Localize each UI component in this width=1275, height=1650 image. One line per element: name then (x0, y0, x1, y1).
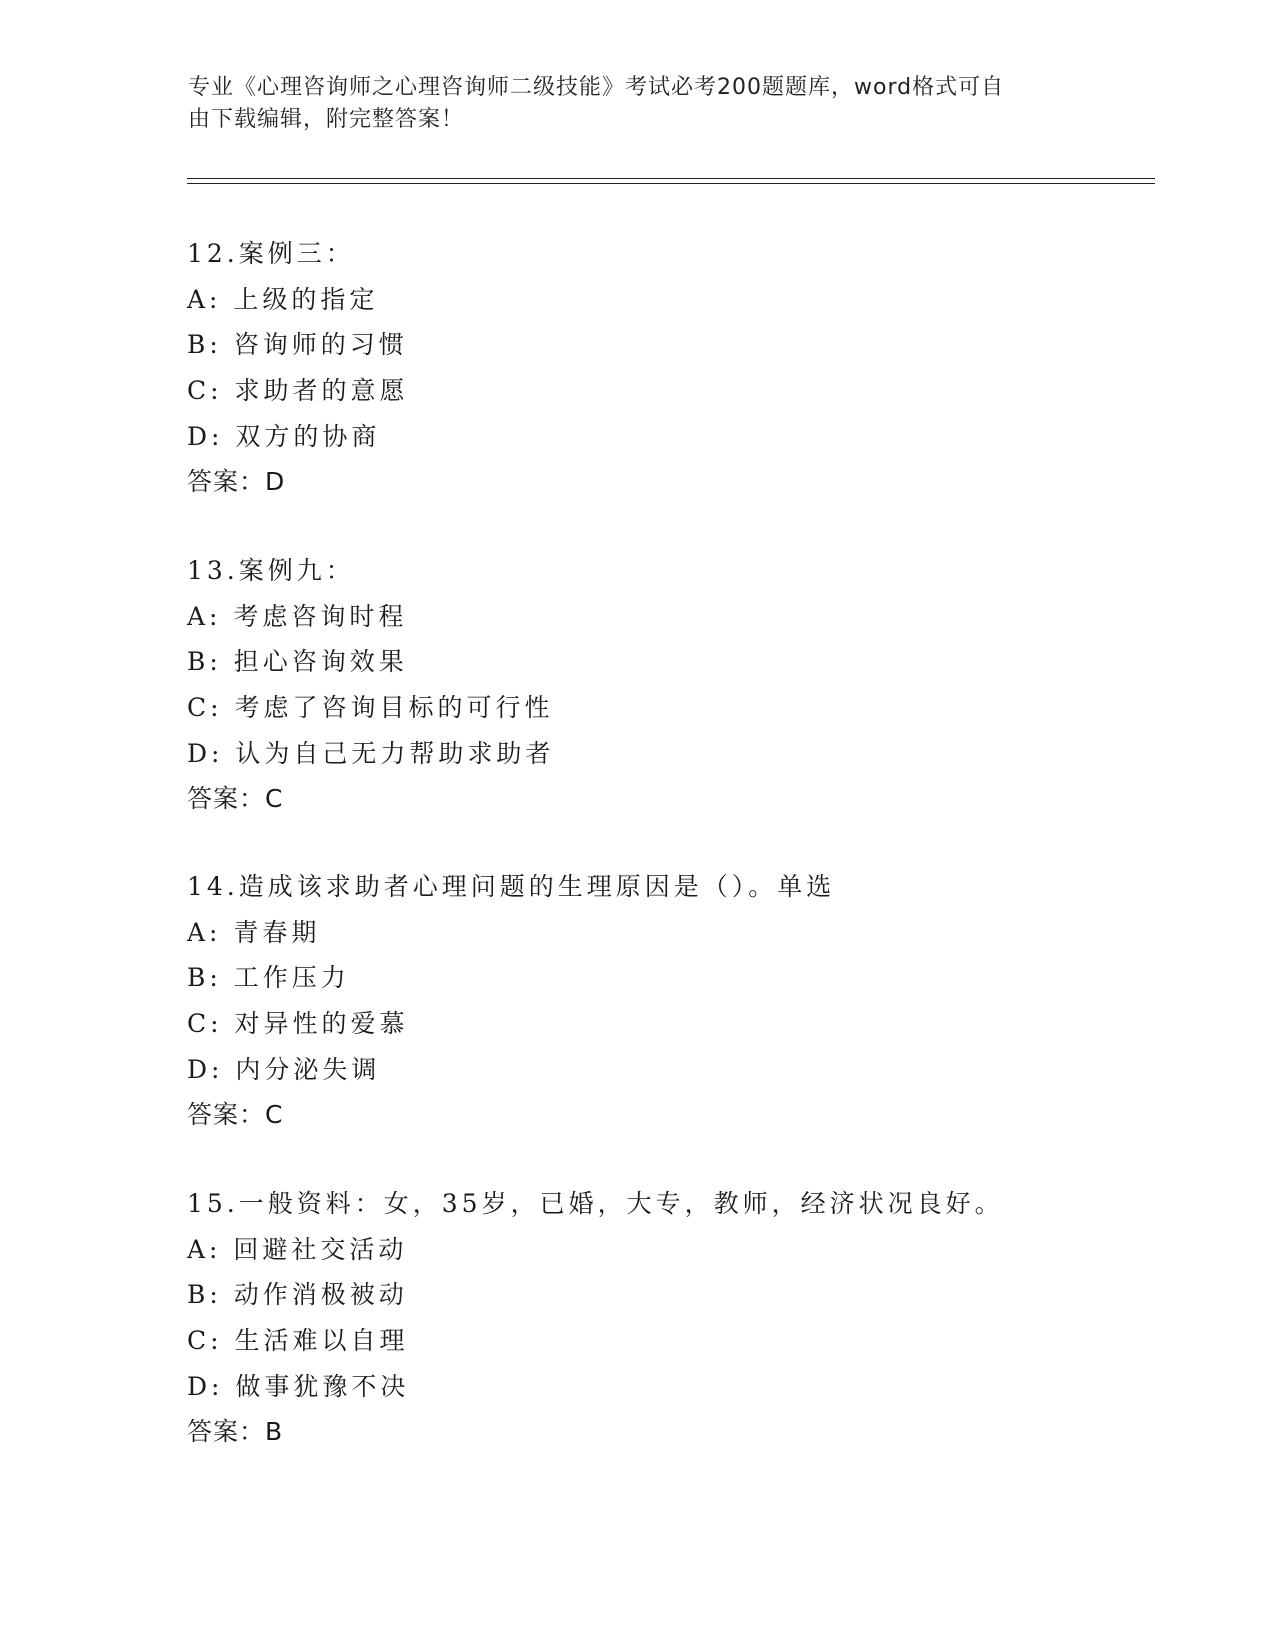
answer-line: 答案：D (187, 467, 286, 497)
option-c: C: 对异性的爱慕 (187, 1009, 409, 1039)
question-stem: 13.案例九： (187, 556, 355, 585)
answer-line: 答案：C (187, 784, 284, 814)
option-c: C: 考虑了咨询目标的可行性 (187, 693, 554, 723)
question-12 (187, 231, 1167, 505)
option-a: A: 青春期 (187, 917, 321, 947)
question-stem: 15.一般资料：女，35岁，已婚，大专，教师，经济状况良好。 (187, 1189, 1004, 1218)
question-15 (187, 1181, 1167, 1455)
document-header (188, 72, 1068, 136)
option-d: D: 双方的协商 (187, 421, 381, 451)
option-b: B: 咨询师的习惯 (187, 330, 408, 360)
option-a: A: 上级的指定 (187, 284, 379, 314)
question-stem: 12.案例三： (187, 239, 355, 268)
option-d: D: 做事犹豫不决 (187, 1371, 410, 1401)
answer-line: 答案：C (187, 1100, 284, 1130)
header-line-1: 专业《心理咨询师之心理咨询师二级技能》考试必考200题题库，word格式可自 (188, 75, 1005, 100)
option-b: B: 担心咨询效果 (187, 647, 408, 677)
header-divider-top (187, 178, 1155, 179)
question-stem: 14.造成该求助者心理问题的生理原因是（）。单选 (187, 872, 836, 901)
option-c: C: 生活难以自理 (187, 1326, 409, 1356)
option-b: B: 动作消极被动 (187, 1280, 408, 1310)
option-d: D: 认为自己无力帮助求助者 (187, 738, 555, 768)
question-13 (187, 548, 1167, 822)
option-a: A: 考虑咨询时程 (187, 601, 408, 631)
option-d: D: 内分泌失调 (187, 1054, 381, 1084)
option-b: B: 工作压力 (187, 963, 350, 993)
answer-line: 答案：B (187, 1417, 284, 1447)
header-line-2: 由下载编辑，附完整答案！ (188, 107, 465, 132)
header-divider-bottom (187, 183, 1155, 184)
question-14 (187, 864, 1167, 1138)
option-c: C: 求助者的意愿 (187, 376, 409, 406)
option-a: A: 回避社交活动 (187, 1234, 408, 1264)
